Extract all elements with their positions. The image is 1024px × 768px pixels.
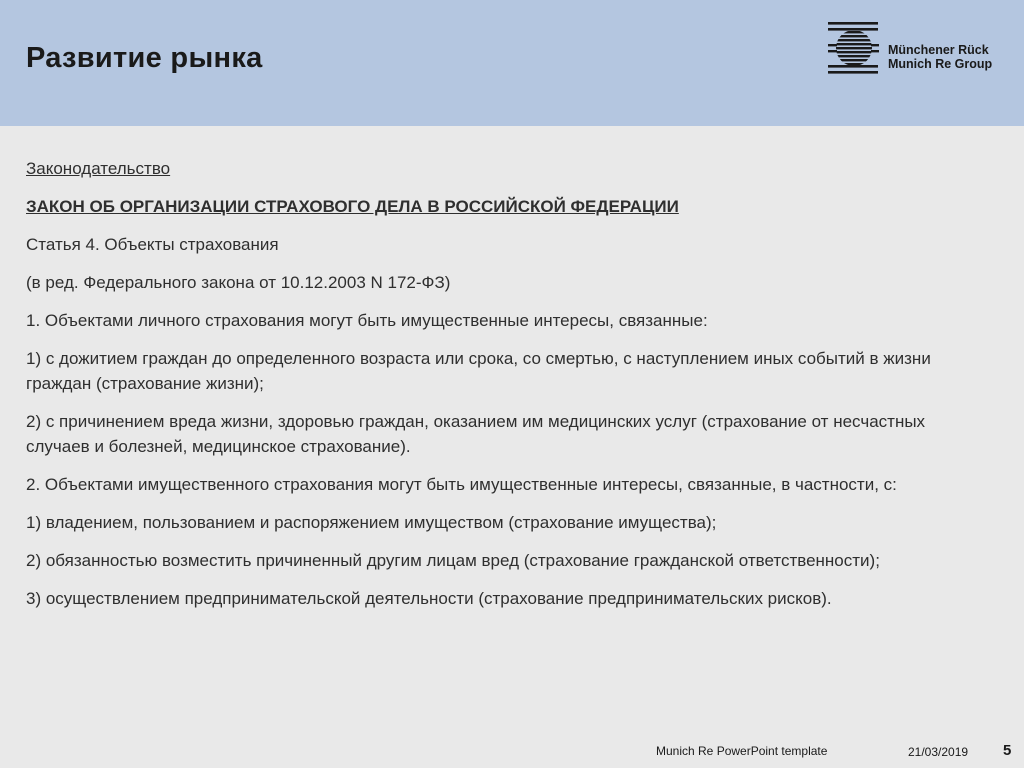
logo-text [888, 43, 992, 71]
paragraph-business-risks: 3) осуществлением предпринимательской деятельности (страхование предпринимательских рисков). [26, 589, 832, 608]
paragraph-property-insurance: 2. Объектами имущественного страхования могут быть имущественные интересы, связанные, в частности, с: [26, 475, 897, 494]
paragraph-liability: 2) обязанностью возместить причиненный другим лицам вред (страхование гражданской ответственности); [26, 551, 880, 570]
law-title: ЗАКОН ОБ ОРГАНИЗАЦИИ СТРАХОВОГО ДЕЛА В РОССИЙСКОЙ ФЕДЕРАЦИИ [26, 197, 679, 216]
footer-template-name: Munich Re PowerPoint template [656, 744, 828, 758]
footer-date: 21/03/2019 [908, 745, 969, 759]
paragraph-life-insurance: 1) с дожитием граждан до определенного возраста или срока, со смертью, с наступлением иных событий в жизни граждан (страхование жизни); [26, 349, 931, 393]
slide-content [26, 156, 976, 624]
paragraph-personal-insurance: 1. Объектами личного страхования могут быть имущественные интересы, связанные: [26, 311, 708, 330]
munich-re-logo-icon [828, 22, 880, 74]
header-band [0, 0, 1024, 126]
slide-title: Развитие рынка [26, 42, 263, 74]
paragraph-property-ownership: 1) владением, пользованием и распоряжением имуществом (страхование имущества); [26, 513, 717, 532]
section-heading: Законодательство [26, 159, 171, 178]
company-logo [828, 22, 1008, 74]
logo-line-2: Munich Re Group [888, 57, 993, 71]
paragraph-health-insurance: 2) с причинением вреда жизни, здоровью граждан, оказанием им медицинских услуг (страхование от несчастных случаев и болезней, медицинское страхование). [26, 412, 926, 456]
paragraph-article: Статья 4. Объекты страхования [26, 235, 279, 254]
logo-line-1: Münchener Rück [888, 43, 989, 57]
page-number: 5 [1003, 742, 1012, 759]
paragraph-edition: (в ред. Федерального закона от 10.12.2003 N 172-ФЗ) [26, 273, 451, 292]
